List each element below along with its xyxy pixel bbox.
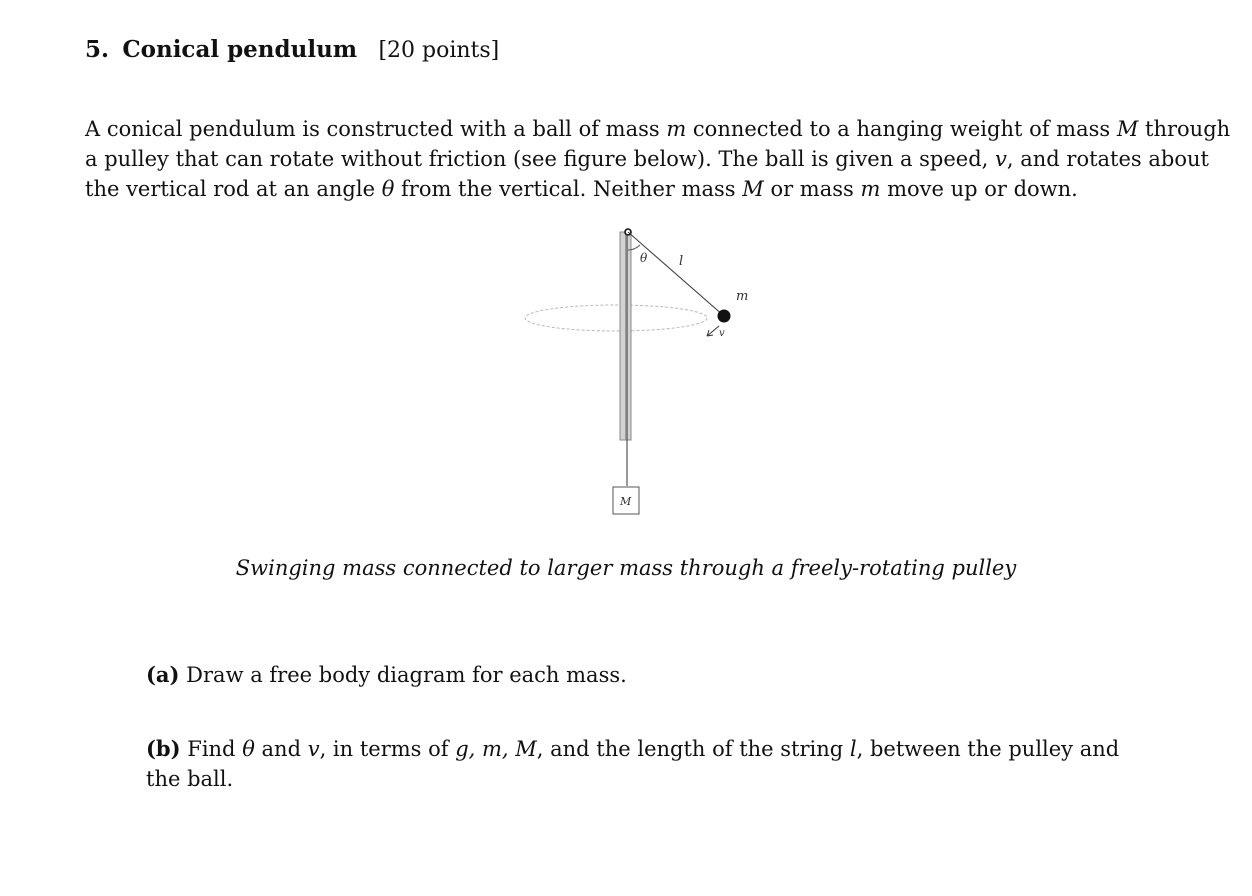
part-b-label: (b): [146, 736, 181, 761]
problem-title: Conical pendulum: [122, 36, 358, 63]
conical-pendulum-figure: [500, 222, 760, 522]
problem-heading: [85, 36, 499, 63]
figure-caption: Swinging mass connected to larger mass through a freely-rotating pulley: [235, 556, 1017, 580]
pendulum-string: [628, 232, 724, 316]
part-b: [146, 734, 1136, 794]
theta-label: θ: [640, 251, 648, 265]
part-a-text: Draw a free body diagram for each mass.: [186, 663, 627, 687]
problem-points: [20 points]: [378, 38, 500, 63]
small-mass-label: m: [736, 289, 749, 304]
large-mass-label: M: [620, 495, 632, 508]
problem-statement: [85, 114, 1231, 204]
ball-mass: [718, 310, 731, 323]
part-b-line-1: (b) Find θ and v, in terms of g, m, M, and the length of the string l, between the pulley and: [146, 736, 1120, 761]
statement-line-3: the vertical rod at an angle θ from the vertical. Neither mass M or mass m move up or down.: [85, 177, 1078, 201]
problem-number: 5.: [85, 36, 110, 63]
part-a: [146, 660, 1136, 690]
velocity-label: v: [719, 328, 725, 339]
statement-line-1: A conical pendulum is constructed with a ball of mass m connected to a hanging weight of mass M through: [85, 117, 1231, 141]
part-a-label: (a): [146, 662, 180, 687]
length-label: l: [679, 254, 684, 269]
part-b-line-2: the ball.: [146, 767, 234, 791]
rotation-path-ellipse: [525, 305, 707, 331]
statement-line-2: a pulley that can rotate without friction (see figure below). The ball is given a speed, v, and rotates about: [85, 147, 1209, 171]
